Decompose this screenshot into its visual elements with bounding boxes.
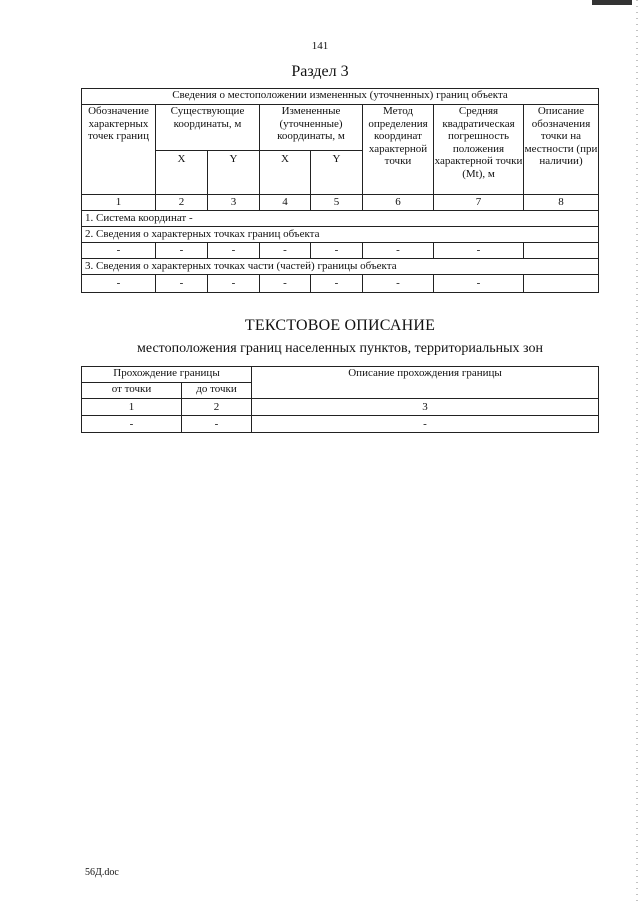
header-passage-description: Описание прохождения границы (252, 367, 599, 399)
header-updated-y: Y (311, 151, 363, 195)
table-cell: - (252, 416, 599, 433)
header-existing-x: X (156, 151, 208, 195)
page-number: 141 (311, 40, 329, 52)
table-cell: - (363, 243, 434, 259)
col-number-2: 2 (156, 195, 208, 211)
col-number-1: 1 (82, 195, 156, 211)
table-cell: - (156, 275, 208, 293)
header-to-point: до точки (182, 383, 252, 399)
scan-corner-mark (592, 0, 632, 5)
table-cell: - (260, 243, 311, 259)
table-cell: - (82, 243, 156, 259)
col-number-1: 1 (82, 399, 182, 416)
table-cell: - (156, 243, 208, 259)
table1-caption: Сведения о местоположении измененных (уточненных) границ объекта (82, 89, 599, 105)
col-number-3: 3 (252, 399, 599, 416)
header-from-point: от точки (82, 383, 182, 399)
table-cell: - (182, 416, 252, 433)
header-error: Средняя квадратическая погрешность положения характерной точки (Mt), м (434, 105, 524, 195)
section-boundary-points: 2. Сведения о характерных точках границ объекта (82, 227, 599, 243)
text-description-heading: ТЕКСТОВОЕ ОПИСАНИЕ (244, 317, 436, 334)
section-coordinate-system: 1. Система координат - (82, 211, 599, 227)
table-cell: - (434, 243, 524, 259)
col-number-2: 2 (182, 399, 252, 416)
table-cell: - (82, 275, 156, 293)
col-number-8: 8 (524, 195, 599, 211)
header-updated-coordinates: Измененные (уточненные) координаты, м (260, 105, 363, 151)
header-boundary-passage: Прохождение границы (82, 367, 252, 383)
header-existing-coordinates: Существующие координаты, м (156, 105, 260, 151)
table-cell: - (82, 416, 182, 433)
header-point-designation: Обозначение характерных точек границ (82, 105, 156, 195)
col-number-7: 7 (434, 195, 524, 211)
section-part-boundary-points: 3. Сведения о характерных точках части (частей) границы объекта (82, 259, 599, 275)
table-cell: - (260, 275, 311, 293)
table-cell (524, 243, 599, 259)
header-existing-y: Y (208, 151, 260, 195)
boundary-description-table (81, 366, 599, 433)
table-cell: - (311, 243, 363, 259)
table-cell (524, 275, 599, 293)
col-number-5: 5 (311, 195, 363, 211)
table-cell: - (208, 243, 260, 259)
table-cell: - (208, 275, 260, 293)
scan-edge-marks (636, 0, 638, 905)
table-cell: - (434, 275, 524, 293)
header-method: Метод определения координат характерной точки (363, 105, 434, 195)
text-description-subheading: местоположения границ населенных пунктов, территориальных зон (137, 341, 543, 356)
col-number-4: 4 (260, 195, 311, 211)
header-updated-x: X (260, 151, 311, 195)
header-description: Описание обозначения точки на местности (при наличии) (524, 105, 599, 195)
boundary-points-table (81, 88, 599, 293)
table-cell: - (311, 275, 363, 293)
footer-filename: 56Д.doc (85, 867, 119, 878)
section-title: Раздел 3 (291, 63, 349, 80)
table-cell: - (363, 275, 434, 293)
col-number-3: 3 (208, 195, 260, 211)
col-number-6: 6 (363, 195, 434, 211)
